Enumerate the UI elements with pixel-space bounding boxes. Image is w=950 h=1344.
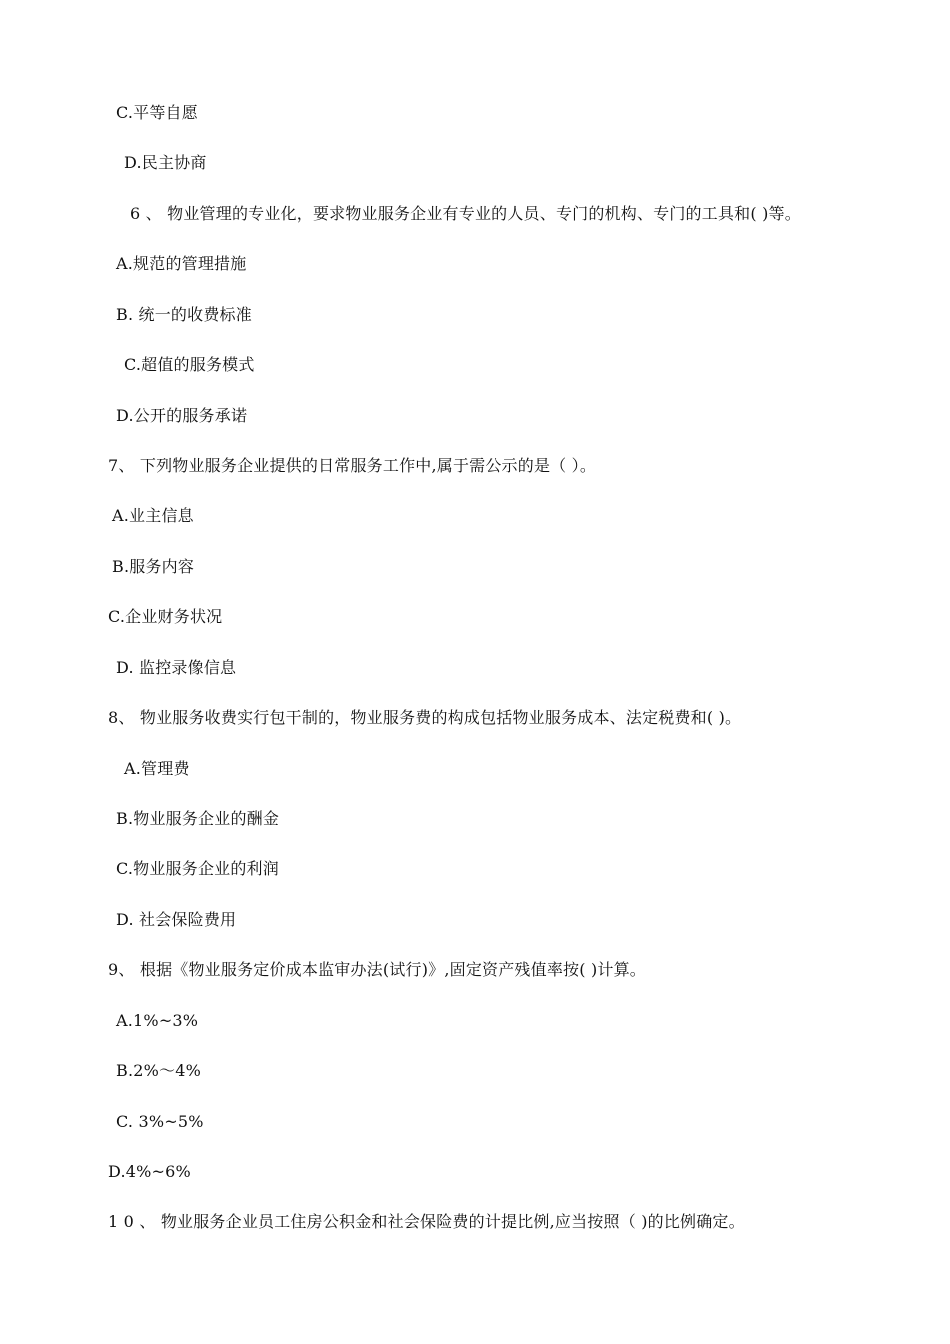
option-8d: D. 社会保险费用 — [116, 910, 237, 929]
option-5d: D.民主协商 — [124, 153, 207, 172]
option-6c: C.超值的服务模式 — [124, 355, 255, 374]
option-6b: B. 统一的收费标准 — [116, 305, 252, 324]
question-7: 7、 下列物业服务企业提供的日常服务工作中,属于需公示的是（ ）。 — [108, 456, 597, 475]
option-5c: C.平等自愿 — [116, 103, 198, 122]
option-8c: C.物业服务企业的利润 — [116, 859, 279, 878]
option-6a: A.规范的管理措施 — [116, 254, 247, 273]
option-7d: D. 监控录像信息 — [116, 658, 237, 677]
option-9d: D.4%~6% — [108, 1162, 191, 1181]
option-8b: B.物业服务企业的酬金 — [116, 809, 280, 828]
option-6d: D.公开的服务承诺 — [116, 406, 248, 425]
option-7a: A.业主信息 — [112, 506, 194, 525]
option-9b: B.2%～4% — [116, 1061, 202, 1080]
option-7b: B.服务内容 — [112, 557, 195, 576]
option-9c: C. 3%~5% — [116, 1112, 204, 1131]
option-7c: C.企业财务状况 — [108, 607, 223, 626]
option-8a: A.管理费 — [124, 759, 190, 778]
question-10: 1 0 、 物业服务企业员工住房公积金和社会保险费的计提比例,应当按照（ )的比例确定。 — [108, 1212, 745, 1231]
question-6: 6 、 物业管理的专业化，要求物业服务企业有专业的人员、专门的机构、专门的工具和( )等。 — [130, 204, 801, 223]
option-9a: A.1%~3% — [116, 1011, 199, 1030]
question-9: 9、 根据《物业服务定价成本监审办法(试行)》,固定资产残值率按( )计算。 — [108, 960, 647, 979]
question-8: 8、 物业服务收费实行包干制的，物业服务费的构成包括物业服务成本、法定税费和( )。 — [108, 708, 742, 727]
